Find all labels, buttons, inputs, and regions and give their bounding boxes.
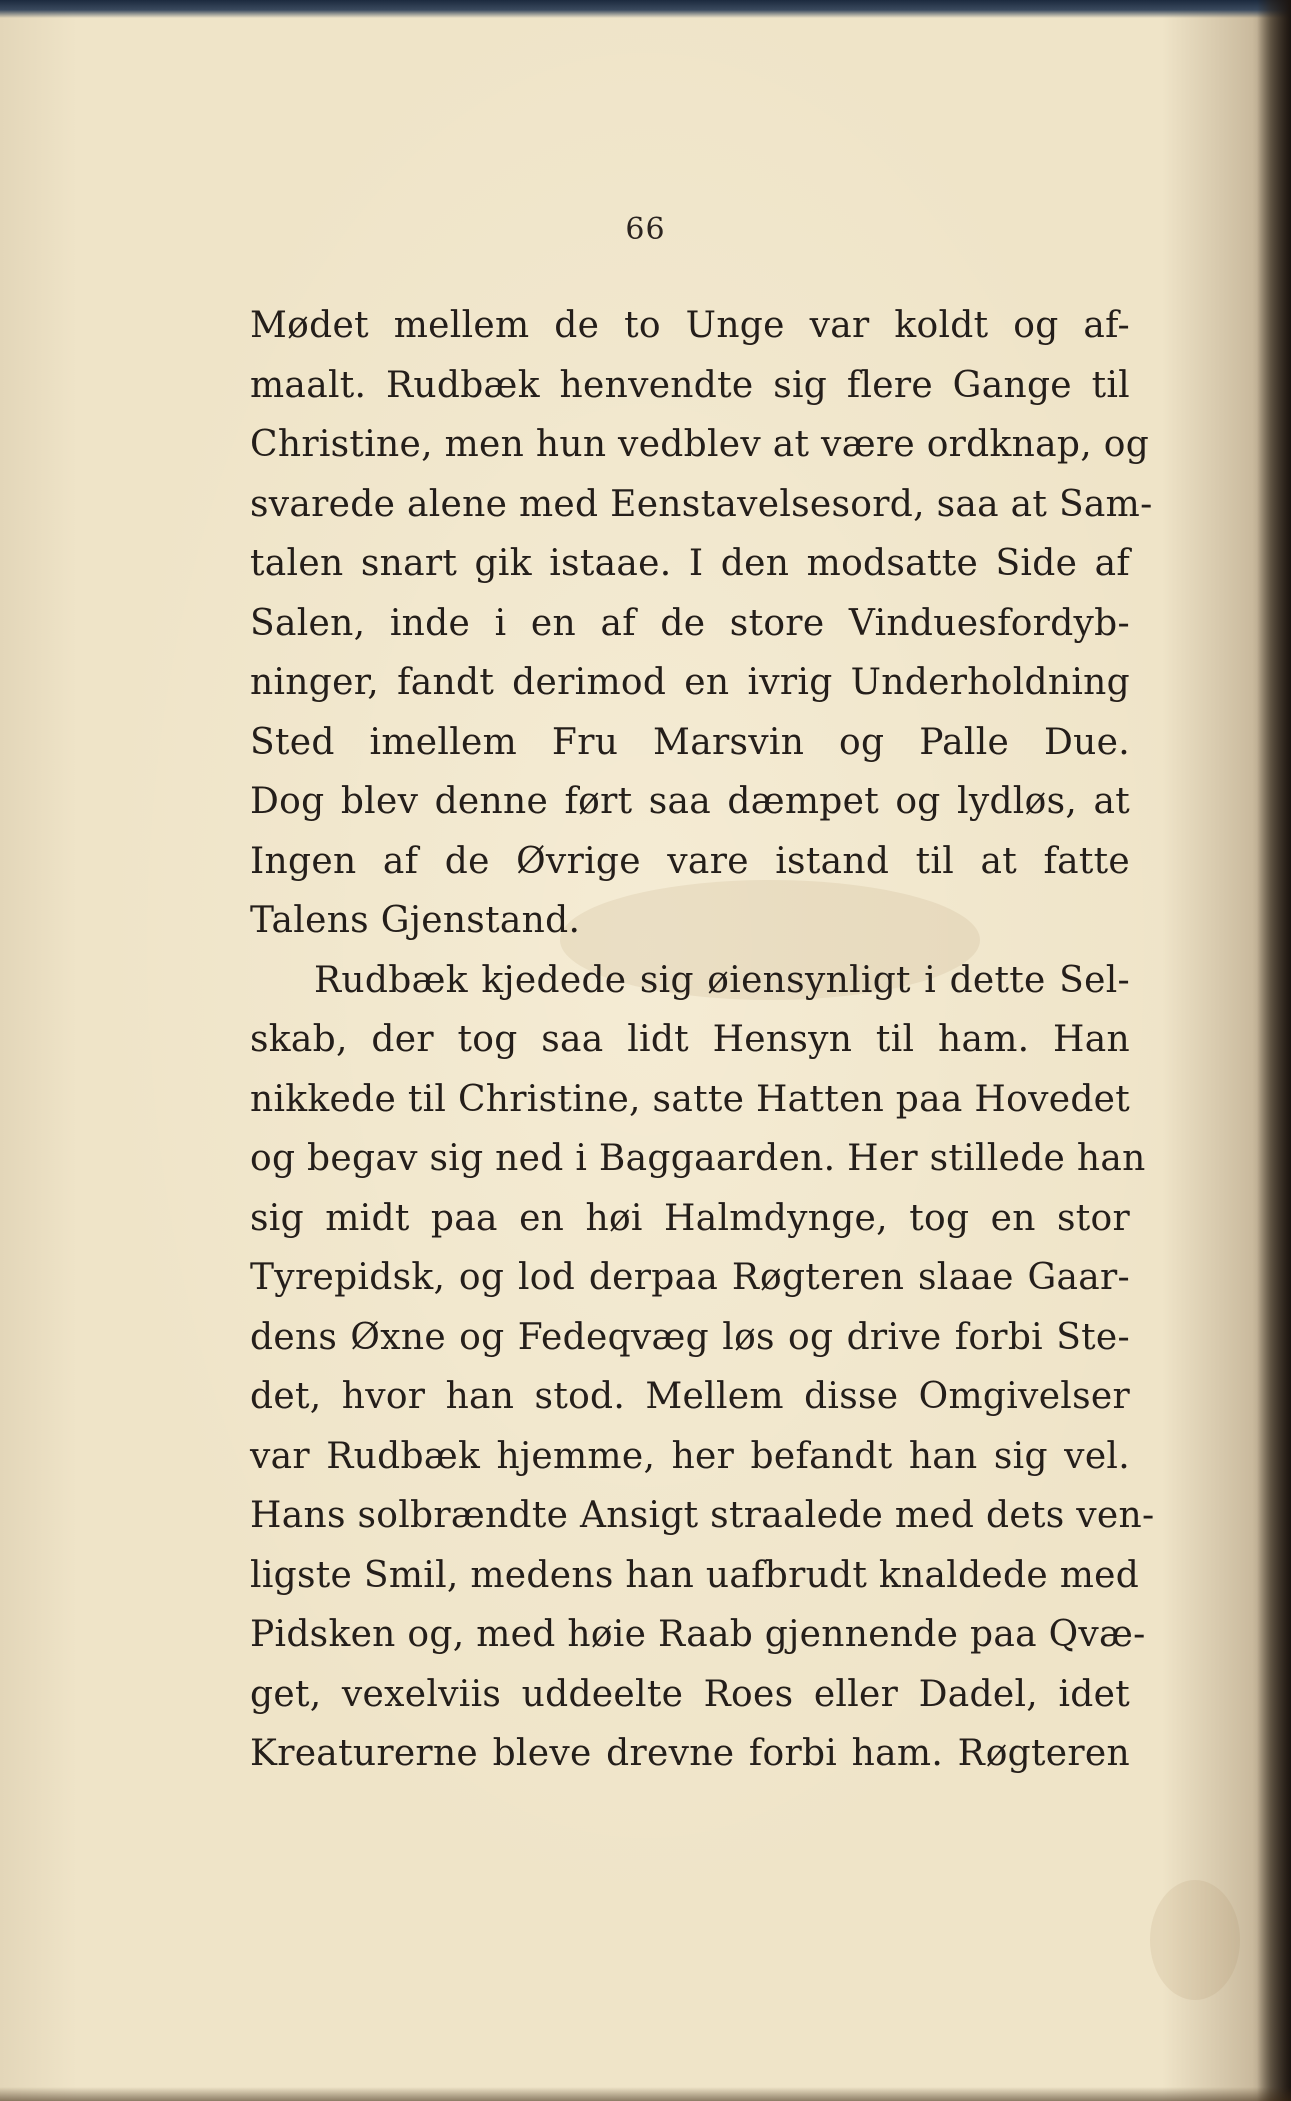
text-line: svarede alene med Eenstavelsesord, saa at Sam- bbox=[250, 483, 1153, 525]
text-line: det, hvor han stod. Mellem disse Omgivelser bbox=[250, 1376, 1130, 1417]
text-line: get, vexelviis uddeelte Roes eller Dadel, idet bbox=[250, 1673, 1130, 1715]
text-line: Pidsken og, med høie Raab gjennende paa Qvæ- bbox=[250, 1614, 1146, 1655]
page-number: 66 bbox=[625, 212, 666, 247]
text-line: maalt. Rudbæk henvendte sig flere Gange til bbox=[250, 364, 1130, 406]
text-line: talen snart gik istaae. I den modsatte Side af bbox=[250, 543, 1130, 584]
text-line: Sted imellem Fru Marsvin og Palle Due. bbox=[250, 721, 1130, 763]
page-bottom-edge bbox=[0, 2087, 1291, 2101]
text-line: var Rudbæk hjemme, her befandt han sig vel. bbox=[250, 1435, 1130, 1477]
body-text bbox=[250, 296, 1155, 1784]
text-line: ninger, fandt derimod en ivrig Underholdning bbox=[250, 662, 1130, 703]
text-line: og begav sig ned i Baggaarden. Her stillede han bbox=[250, 1138, 1146, 1179]
text-line: sig midt paa en høi Halmdynge, tog en stor bbox=[250, 1197, 1130, 1239]
text-line: Ingen af de Øvrige vare istand til at fatte bbox=[250, 840, 1130, 882]
text-line: Dog blev denne ført saa dæmpet og lydløs, at bbox=[250, 781, 1130, 822]
text-line: Mødet mellem de to Unge var koldt og af- bbox=[250, 305, 1130, 346]
book-spine-shadow bbox=[1257, 0, 1291, 2101]
text-line: Talens Gjenstand. bbox=[250, 900, 581, 941]
text-line: Salen, inde i en af de store Vinduesfordyb- bbox=[250, 602, 1130, 644]
text-line: ligste Smil, medens han uafbrudt knaldede med bbox=[250, 1554, 1140, 1596]
page-top-edge bbox=[0, 0, 1291, 18]
text-line: Christine, men hun vedblev at være ordknap, og bbox=[250, 424, 1150, 465]
text-line: nikkede til Christine, satte Hatten paa Hovedet bbox=[250, 1078, 1131, 1120]
text-line: Rudbæk kjedede sig øiensynligt i dette Sel- bbox=[314, 959, 1130, 1001]
text-line: Hans solbrændte Ansigt straalede med dets ven- bbox=[250, 1495, 1155, 1536]
text-line: Tyrepidsk, og lod derpaa Røgteren slaae Gaar- bbox=[250, 1257, 1130, 1298]
paper-stain bbox=[1150, 1880, 1240, 2000]
text-line: Kreaturerne bleve drevne forbi ham. Røgteren bbox=[250, 1733, 1130, 1774]
text-line: skab, der tog saa lidt Hensyn til ham. Han bbox=[250, 1019, 1130, 1060]
text-line: dens Øxne og Fedeqvæg løs og drive forbi Ste- bbox=[250, 1316, 1130, 1358]
